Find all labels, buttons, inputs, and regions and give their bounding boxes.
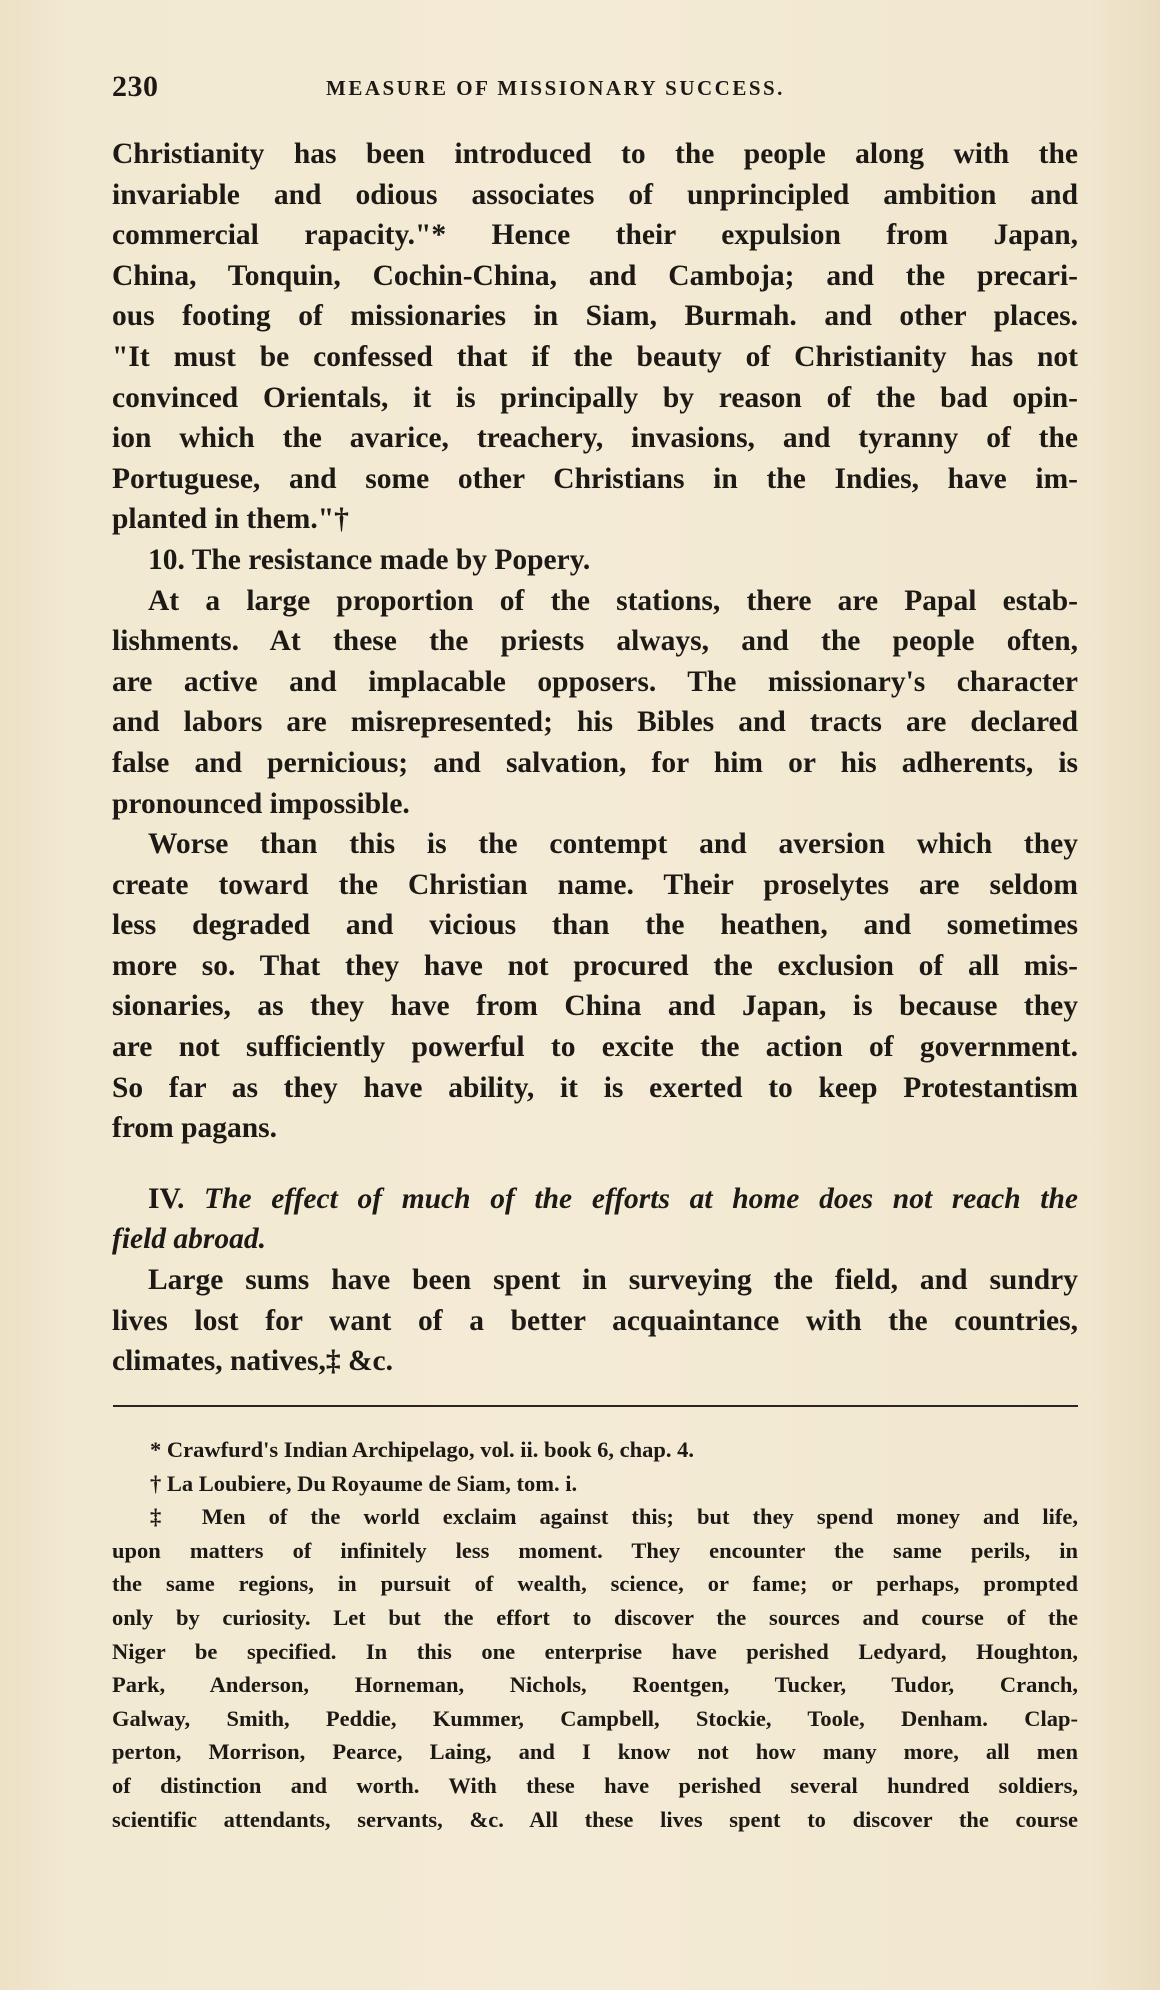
text-line: ion which the avarice, treachery, invasions, and tyranny of the <box>112 422 1078 455</box>
footnote-line: scientific attendants, servants, &c. All these lives spent to discover the course <box>112 1806 1078 1832</box>
text-line: planted in them."† <box>112 503 349 536</box>
text-line: pronounced impossible. <box>112 787 410 820</box>
footnote-line: * Crawfurd's Indian Archipelago, vol. ii. book 6, chap. 4. <box>150 1437 695 1462</box>
text-line: Large sums have been spent in surveying the field, and sundry <box>148 1264 1078 1297</box>
text-line: more so. That they have not procured the exclusion of all mis- <box>112 949 1078 982</box>
text-line: ous footing of missionaries in Siam, Burmah. and other places. <box>112 300 1078 333</box>
footnote-line: of distinction and worth. With these have perished several hundred soldiers, <box>112 1772 1078 1798</box>
footnote-line: † La Loubiere, Du Royaume de Siam, tom. i. <box>150 1470 578 1496</box>
text-line: lishments. At these the priests always, and the people often, <box>112 625 1078 658</box>
section-heading-text: The effect of much of the efforts at home does not reach the <box>204 1182 1079 1215</box>
footnote-divider <box>113 1405 1078 1407</box>
text-line: sionaries, as they have from China and Japan, is because they <box>112 990 1078 1023</box>
text-line: Portuguese, and some other Christians in the Indies, have im- <box>112 462 1078 495</box>
text-line: "It must be confessed that if the beauty of Christianity has not <box>112 340 1078 373</box>
text-line: China, Tonquin, Cochin-China, and Camboja; and the precari- <box>112 259 1078 292</box>
page-header <box>112 70 1072 110</box>
section-heading <box>112 1179 1078 1220</box>
text-line: convinced Orientals, it is principally by reason of the bad opin- <box>112 381 1078 414</box>
footnotes <box>112 1433 1078 1836</box>
running-title: MEASURE OF MISSIONARY SUCCESS. <box>326 76 785 100</box>
text-line: and labors are misrepresented; his Bibles and tracts are declared <box>112 706 1078 739</box>
text-line: false and pernicious; and salvation, for him or his adherents, is <box>112 746 1078 779</box>
text-line: are active and implacable opposers. The missionary's character <box>112 665 1078 698</box>
text-line: commercial rapacity."* Hence their expulsion from Japan, <box>112 219 1078 252</box>
section-numeral: IV. <box>148 1182 185 1215</box>
footnote-line: Park, Anderson, Horneman, Nichols, Roentgen, Tucker, Tudor, Cranch, <box>112 1672 1078 1698</box>
text-line: are not sufficiently powerful to excite the action of government. <box>112 1031 1078 1064</box>
text-line: create toward the Christian name. Their proselytes are seldom <box>112 868 1078 901</box>
text-line: Worse than this is the contempt and aversion which they <box>148 828 1078 861</box>
body-text <box>112 134 1078 1382</box>
footnote-line: the same regions, in pursuit of wealth, science, or fame; or perhaps, prompted <box>112 1571 1078 1597</box>
text-line: invariable and odious associates of unprincipled ambition and <box>112 178 1078 211</box>
footnote-line: Niger be specified. In this one enterprise have perished Ledyard, Houghton, <box>112 1638 1078 1664</box>
subsection-heading: 10. The resistance made by Popery. <box>148 543 591 576</box>
text-line: less degraded and vicious than the heathen, and sometimes <box>112 909 1078 942</box>
footnote-line: only by curiosity. Let but the effort to discover the sources and course of the <box>112 1604 1078 1630</box>
text-line: from pagans. <box>112 1112 278 1145</box>
section-gap <box>112 1149 1078 1179</box>
text-line: So far as they have ability, it is exerted to keep Protestantism <box>112 1071 1078 1104</box>
text-line: Christianity has been introduced to the people along with the <box>112 138 1078 170</box>
text-line: climates, natives,‡ &c. <box>112 1345 393 1378</box>
section-heading-continuation: field abroad. <box>112 1223 267 1256</box>
footnote-line: perton, Morrison, Pearce, Laing, and I know not how many more, all men <box>112 1739 1078 1765</box>
footnote-line: ‡ Men of the world exclaim against this; but they spend money and life, <box>150 1504 1078 1530</box>
footnote-line: Galway, Smith, Peddie, Kummer, Campbell, Stockie, Toole, Denham. Clap- <box>112 1705 1078 1731</box>
text-line: lives lost for want of a better acquaintance with the countries, <box>112 1304 1078 1337</box>
text-line: At a large proportion of the stations, there are Papal estab- <box>148 584 1078 617</box>
footnote-line: upon matters of infinitely less moment. They encounter the same perils, in <box>112 1537 1078 1563</box>
page-number: 230 <box>112 70 159 103</box>
